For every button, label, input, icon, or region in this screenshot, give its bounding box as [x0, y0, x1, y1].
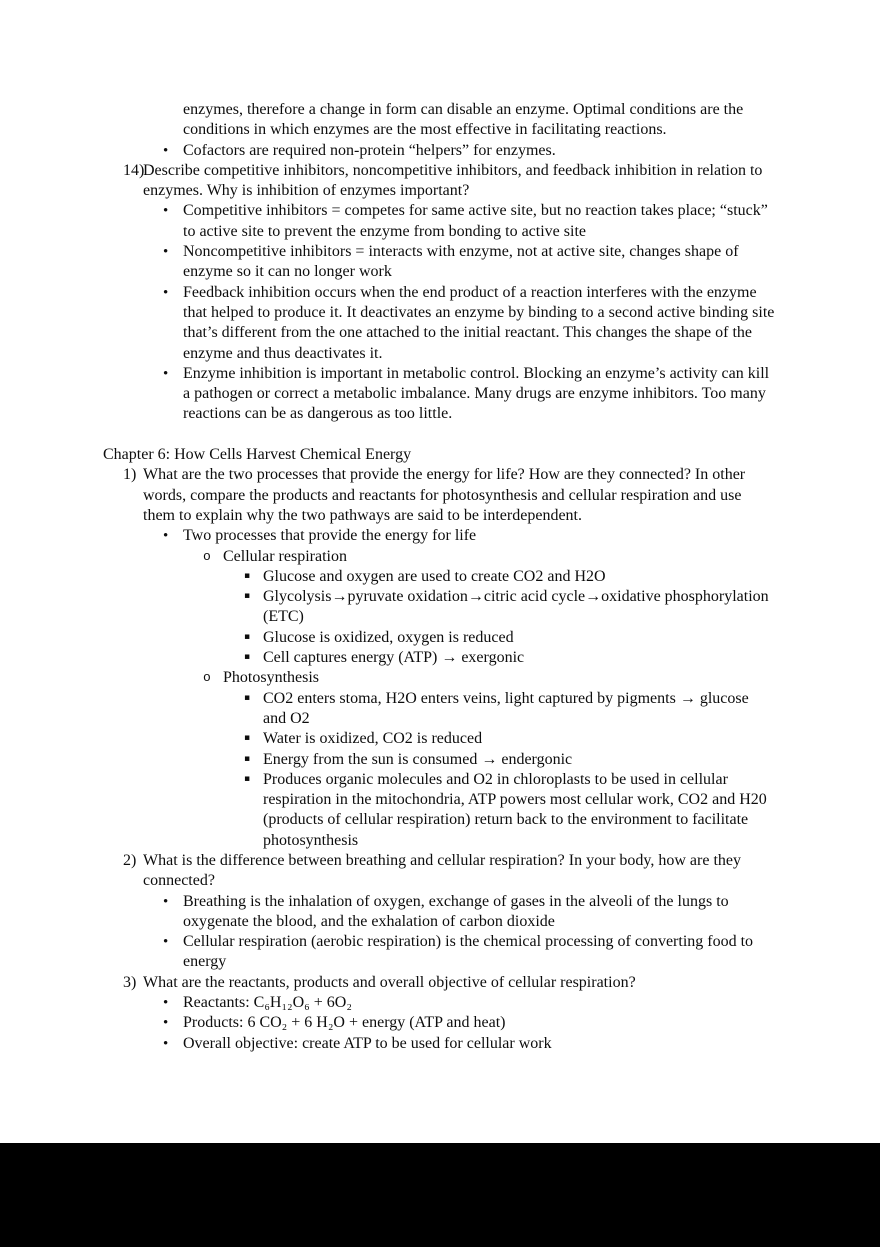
item-text: What is the difference between breathing and cellular respiration? In your body, how are they connected?: [143, 851, 741, 890]
item-text: Cellular respiration (aerobic respiration) is the chemical processing of converting food to energy: [183, 933, 754, 971]
item-text: Enzyme inhibition is important in metabolic control. Blocking an enzyme’s activity can kill a pathogen or correct a metabolic imbalance. Many drugs are enzyme inhibitors. Too many reactions can be as dangerous as too little.: [183, 364, 770, 423]
square-bullet-icon: ▪: [244, 692, 251, 703]
square-bullet-icon: ▪: [244, 591, 251, 602]
item-text: Cell captures energy (ATP) → exergonic: [263, 649, 525, 667]
viewer-background-bar: [0, 1143, 880, 1247]
item-text: Breathing is the inhalation of oxygen, exchange of gases in the alveoli of the lungs to oxygenate the blood, and the exhalation of carbon dioxide: [183, 892, 729, 930]
bullet-dot-icon: •: [163, 284, 169, 301]
bullet-list-item: [103, 242, 775, 283]
item-text: Describe competitive inhibitors, noncompetitive inhibitors, and feedback inhibition in relation to enzymes. Why is inhibition of enzymes important?: [143, 161, 763, 200]
bullet-list-item: [103, 201, 775, 242]
item-text: CO2 enters stoma, H2O enters veins, light captured by pigments → glucose and O2: [263, 689, 749, 727]
bullet-list-item: [103, 141, 775, 161]
numbered-list-item: [103, 465, 775, 526]
square-bullet-list-item: [103, 648, 775, 668]
sub-bullet-list-item: [103, 668, 775, 688]
section-heading-text: Chapter 6: How Cells Harvest Chemical Energy: [103, 446, 412, 464]
bullet-dot-icon: •: [163, 893, 169, 910]
bullet-dot-icon: •: [163, 244, 169, 261]
square-bullet-list-item: [103, 587, 775, 628]
item-number: 2): [123, 851, 137, 869]
item-text: Photosynthesis: [223, 669, 320, 687]
sub-bullet-list-item: [103, 547, 775, 567]
item-text: Products: 6 CO₂ + 6 H₂O + energy (ATP and heat): [183, 1014, 506, 1032]
item-text: Cellular respiration: [223, 547, 347, 565]
bullet-list-item: [103, 993, 775, 1013]
bullet-list-item: [103, 1013, 775, 1033]
paragraph-continuation: [103, 100, 775, 141]
square-bullet-list-item: [103, 750, 775, 770]
item-text: Produces organic molecules and O2 in chloroplasts to be used in cellular respiration in the mitochondria, ATP powers most cellular work, CO2 and H20 (products of cellular respiration) return back to the environment to facilitate photosynthesis: [263, 770, 767, 849]
square-bullet-icon: ▪: [244, 773, 251, 784]
bullet-dot-icon: •: [163, 142, 169, 159]
item-number: 1): [123, 466, 137, 484]
square-bullet-icon: ▪: [244, 753, 251, 764]
bullet-list-item: [103, 364, 775, 425]
bullet-list-item: [103, 892, 775, 933]
bullet-list-item: [103, 932, 775, 973]
bullet-list-item: [103, 283, 775, 364]
item-text: Glycolysis→pyruvate oxidation→citric acid cycle→oxidative phosphorylation (ETC): [263, 588, 769, 626]
item-text: What are the two processes that provide the energy for life? How are they connected? In other words, compare the products and reactants for photosynthesis and cellular respiration and use them to explain why the two pathways are said to be interdependent.: [143, 466, 746, 524]
section-heading: [103, 445, 775, 465]
item-text: Water is oxidized, CO2 is reduced: [263, 730, 483, 748]
numbered-list-item: [103, 161, 775, 202]
square-bullet-list-item: [103, 770, 775, 851]
numbered-list-item: [103, 973, 775, 993]
bullet-list-item: [103, 526, 775, 546]
item-text: Glucose is oxidized, oxygen is reduced: [263, 628, 514, 646]
item-text: Glucose and oxygen are used to create CO2 and H2O: [263, 567, 606, 585]
bullet-dot-icon: •: [163, 365, 169, 382]
item-text: What are the reactants, products and overall objective of cellular respiration?: [143, 973, 636, 991]
item-text: enzymes, therefore a change in form can disable an enzyme. Optimal conditions are the conditions in which enzymes are the most effective in facilitating reactions.: [183, 101, 744, 139]
square-bullet-list-item: [103, 729, 775, 749]
bullet-dot-icon: •: [163, 1015, 169, 1032]
square-bullet-icon: ▪: [244, 631, 251, 642]
item-text: Overall objective: create ATP to be used for cellular work: [183, 1034, 552, 1052]
bullet-dot-icon: •: [163, 934, 169, 951]
bullet-dot-icon: •: [163, 528, 169, 545]
item-text: Reactants: C₆H₁₂O₆ + 6O₂: [183, 994, 352, 1012]
item-text: Competitive inhibitors = competes for same active site, but no reaction takes place; “stuck” to active site to prevent the enzyme from bonding to active site: [183, 202, 768, 240]
item-number: 14): [123, 161, 145, 179]
numbered-list-item: [103, 851, 775, 892]
item-text: Energy from the sun is consumed → endergonic: [263, 750, 573, 768]
item-text: Noncompetitive inhibitors = interacts with enzyme, not at active site, changes shape of enzyme so it can no longer work: [183, 243, 739, 281]
square-bullet-icon: ▪: [244, 733, 251, 744]
bullet-list-item: [103, 1034, 775, 1054]
item-text: Feedback inhibition occurs when the end product of a reaction interferes with the enzyme that helped to produce it. It deactivates an enzyme by binding to a second active binding site that’s different from the one attached to the initial reactant. This changes the shape of the enzyme and thus deactivates it.: [183, 283, 775, 362]
item-number: 3): [123, 973, 137, 991]
square-bullet-list-item: [103, 628, 775, 648]
circle-bullet-icon: o: [203, 670, 211, 686]
square-bullet-list-item: [103, 567, 775, 587]
square-bullet-icon: ▪: [244, 570, 251, 581]
bullet-dot-icon: •: [163, 203, 169, 220]
blank-line: [103, 425, 775, 445]
square-bullet-icon: ▪: [244, 652, 251, 663]
bullet-dot-icon: •: [163, 995, 169, 1012]
item-text: Cofactors are required non-protein “helpers” for enzymes.: [183, 141, 556, 159]
item-text: Two processes that provide the energy for life: [183, 527, 477, 545]
circle-bullet-icon: o: [203, 548, 211, 564]
bullet-dot-icon: •: [163, 1035, 169, 1052]
square-bullet-list-item: [103, 689, 775, 730]
